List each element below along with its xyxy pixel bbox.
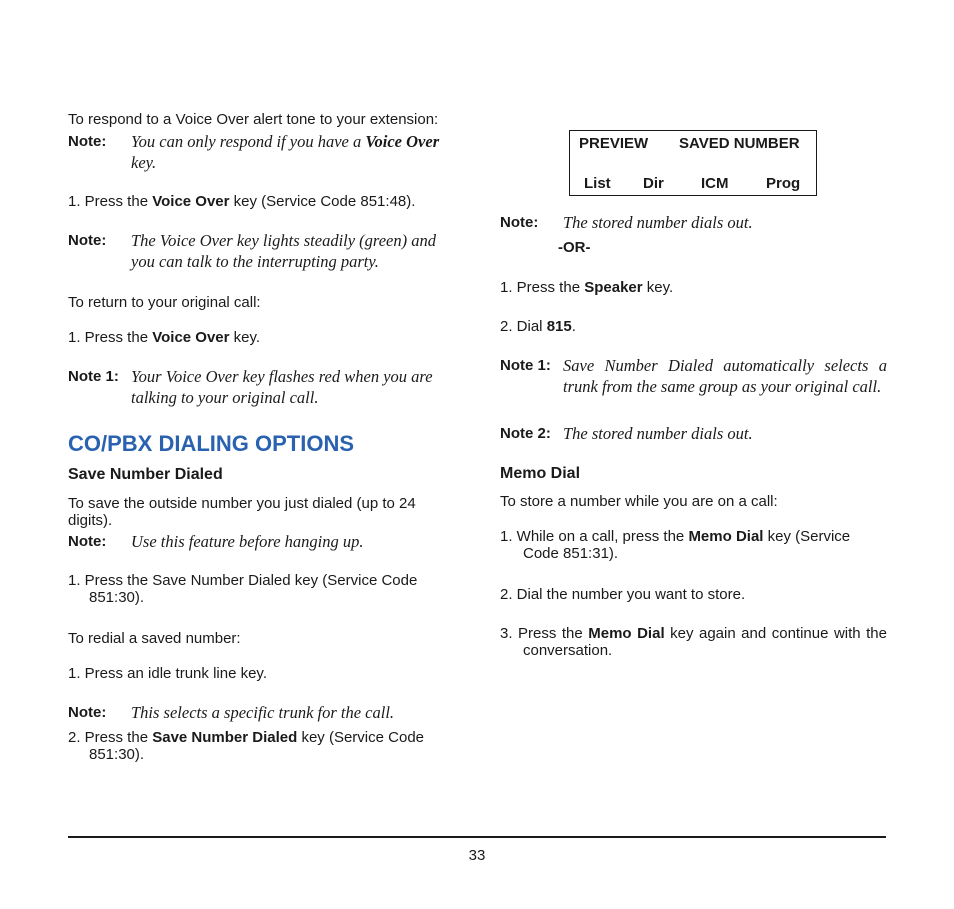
display-saved-number: SAVED NUMBER: [679, 135, 800, 152]
note-text: The stored number dials out.: [563, 424, 753, 443]
note-voice-over-lights: [68, 230, 456, 272]
step-press-save-number-dialed: 2. Press the Save Number Dialed key (Service Code 851:30).: [68, 729, 424, 763]
note-save-number-auto-selects: [500, 355, 887, 397]
note-text: Use this feature before hanging up.: [131, 532, 364, 551]
step-press-speaker: 1. Press the Speaker key.: [500, 279, 674, 296]
memo-intro: To store a number while you are on a call:: [500, 493, 778, 510]
note-stored-number-dials: [500, 212, 887, 233]
phone-display: [569, 130, 817, 196]
note-label: Note 2:: [500, 425, 551, 442]
note-label: Note 1:: [500, 357, 551, 374]
note-label: Note:: [68, 704, 107, 721]
note-selects-trunk: [68, 702, 456, 723]
note-voice-over-flashes: [68, 366, 456, 408]
step-save-number-dialed: 1. Press the Save Number Dialed key (Service Code 851:30).: [68, 572, 418, 606]
note-text: This selects a specific trunk for the call.: [131, 703, 395, 722]
note-label: Note 1:: [68, 368, 119, 385]
or-separator: -OR-: [558, 239, 591, 256]
note-use-before-hanging-up: [68, 531, 456, 552]
step-dial-815: 2. Dial 815.: [500, 318, 576, 335]
display-preview: PREVIEW: [579, 135, 649, 152]
step-memo-dial-again: 3. Press the Memo Dial key again and continue with the conversation.: [500, 625, 887, 659]
note-label: Note:: [500, 214, 539, 231]
subheading-save-number-dialed: Save Number Dialed: [68, 466, 223, 483]
note-voice-over-requirement: [68, 131, 456, 173]
note-label: Note:: [68, 232, 107, 249]
step-press-voice-over: 1. Press the Voice Over key (Service Code 851:48).: [68, 193, 416, 210]
softkey-dir: Dir: [643, 175, 664, 192]
page-number: 33: [468, 847, 486, 864]
note-text: You can only respond if you have a Voice Over key.: [131, 132, 440, 172]
note-text: The stored number dials out.: [563, 213, 753, 232]
step-press-voice-over-return: 1. Press the Voice Over key.: [68, 329, 261, 346]
softkey-icm: ICM: [701, 175, 729, 192]
subheading-memo-dial: Memo Dial: [500, 465, 581, 482]
redial-intro: To redial a saved number:: [68, 630, 241, 647]
note-text: Your Voice Over key flashes red when you are talking to your original call.: [131, 367, 433, 407]
note-label: Note:: [68, 133, 107, 150]
step-dial-number: 2. Dial the number you want to store.: [500, 586, 746, 603]
save-intro: To save the outside number you just dialed (up to 24 digits).: [68, 495, 416, 529]
footer-rule: [68, 836, 886, 838]
section-heading: CO/PBX DIALING OPTIONS: [68, 431, 355, 456]
return-intro: To return to your original call:: [68, 294, 261, 311]
note-label: Note:: [68, 533, 107, 550]
note-text: The Voice Over key lights steadily (green) and you can talk to the interrupting party.: [131, 231, 437, 271]
step-press-idle-trunk: 1. Press an idle trunk line key.: [68, 665, 267, 682]
step-memo-dial-key: 1. While on a call, press the Memo Dial key (Service Code 851:31).: [500, 528, 851, 562]
softkey-list: List: [584, 175, 611, 192]
softkey-prog: Prog: [766, 175, 801, 192]
note-text: Save Number Dialed automatically selects a trunk from the same group as your original call.: [563, 356, 887, 396]
voice-over-intro: To respond to a Voice Over alert tone to your extension:: [68, 111, 439, 128]
note-stored-number-dials-2: [500, 423, 887, 444]
